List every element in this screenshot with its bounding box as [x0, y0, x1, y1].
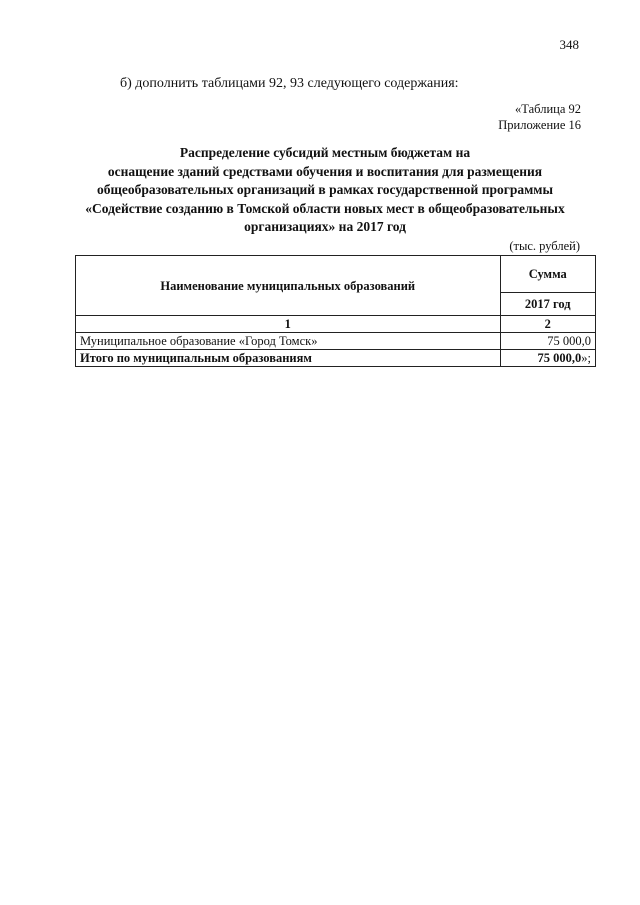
header-year-cell: 2017 год [500, 293, 596, 316]
column-number-cell: 2 [500, 316, 596, 333]
appendix-label: Приложение 16 [498, 118, 581, 132]
total-amount: 75 000,0 [537, 351, 582, 365]
page-number: 348 [559, 37, 579, 52]
column-number-row [76, 316, 596, 333]
title-line: Распределение субсидий местным бюджетам на [179, 145, 471, 160]
header-name-cell: Наименование муниципальных образований [76, 256, 501, 316]
units-label: (тыс. рублей) [509, 239, 580, 253]
total-label-cell: Итого по муниципальным образованиям [76, 350, 501, 367]
amount-cell: 75 000,0 [500, 333, 596, 350]
table-row [76, 333, 596, 350]
header-sum-cell: Сумма [500, 256, 596, 293]
table-reference [498, 101, 581, 133]
intro-paragraph: б) дополнить таблицами 92, 93 следующего содержания: [120, 76, 459, 91]
title-line: оснащение зданий средствами обучения и воспитания для размещения [107, 163, 543, 179]
closing-quote: »; [581, 351, 591, 365]
document-title [60, 144, 590, 237]
total-amount-cell [500, 350, 596, 367]
municipality-name-cell: Муниципальное образование «Город Томск» [76, 333, 501, 350]
title-line: организациях» на 2017 год [244, 219, 406, 234]
total-row [76, 350, 596, 367]
table-label: «Таблица 92 [515, 102, 581, 116]
column-number-cell: 1 [76, 316, 501, 333]
title-line: «Содействие созданию в Томской области новых мест в общеобразовательных [85, 200, 565, 216]
title-line: общеобразовательных организаций в рамках государственной программы [96, 182, 554, 197]
subsidy-table [75, 255, 596, 367]
table-header-row [76, 256, 596, 293]
